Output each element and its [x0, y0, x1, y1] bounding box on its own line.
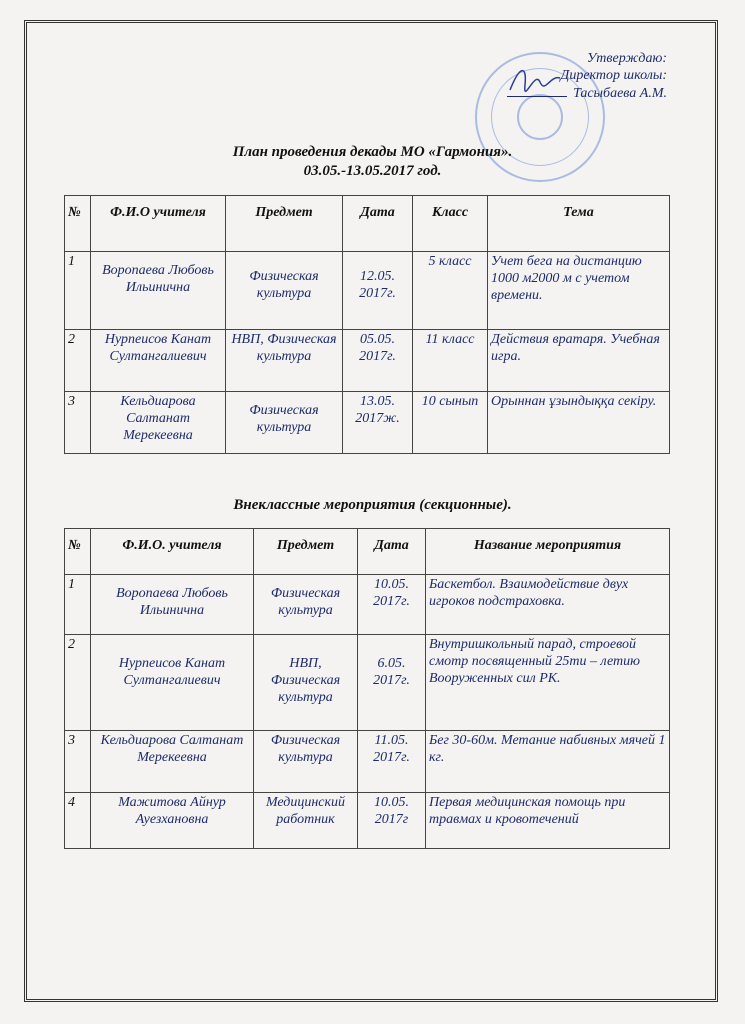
table-row: [65, 252, 670, 330]
topic: Орыннан ұзындыққа секіру.: [488, 392, 670, 454]
teacher-name: Воропаева Любовь Ильинична: [91, 252, 226, 330]
table-header-row: [65, 529, 670, 575]
table-row: [65, 575, 670, 635]
date: 11.05. 2017г.: [358, 731, 426, 793]
subject: Физическая культура: [226, 392, 343, 454]
date: 13.05. 2017ж.: [343, 392, 413, 454]
subject: Физическая культура: [226, 252, 343, 330]
table-row: [65, 731, 670, 793]
date: 10.05. 2017г.: [358, 575, 426, 635]
subject: Физическая культура: [254, 731, 358, 793]
subject: НВП, Физическая культура: [226, 330, 343, 392]
header-date: Дата: [343, 196, 413, 252]
decade-plan-table: [64, 195, 670, 454]
document-title-line2: 03.05.-13.05.2017 год.: [303, 163, 442, 179]
row-number: 3: [65, 731, 91, 793]
row-number: 1: [65, 575, 91, 635]
header-number: №: [65, 196, 91, 252]
subject: Физическая культура: [254, 575, 358, 635]
header-event-name: Название мероприятия: [426, 529, 670, 575]
topic: Действия вратаря. Учебная игра.: [488, 330, 670, 392]
class: 5 класс: [413, 252, 488, 330]
table-row: [65, 330, 670, 392]
row-number: 3: [65, 392, 91, 454]
header-teacher: Ф.И.О. учителя: [91, 529, 254, 575]
class: 11 класс: [413, 330, 488, 392]
approval-position: Директор школы:: [560, 68, 667, 83]
table-row: [65, 635, 670, 731]
row-number: 1: [65, 252, 91, 330]
event-name: Баскетбол. Взаимодействие двух игроков подстраховка.: [426, 575, 670, 635]
table-header-row: [65, 196, 670, 252]
subject: Медицинский работник: [254, 793, 358, 849]
approval-name: Тасыбаева А.М.: [573, 86, 667, 101]
approval-signatory: [507, 84, 667, 102]
date: 6.05. 2017г.: [358, 635, 426, 731]
header-number: №: [65, 529, 91, 575]
document-title-line1: План проведения декады МО «Гармония».: [232, 144, 513, 160]
date: 05.05. 2017г.: [343, 330, 413, 392]
header-subject: Предмет: [254, 529, 358, 575]
header-subject: Предмет: [226, 196, 343, 252]
header-teacher: Ф.И.О учителя: [91, 196, 226, 252]
teacher-name: Мажитова Айнур Ауезхановна: [91, 793, 254, 849]
document-title: [0, 143, 745, 181]
subject: НВП, Физическая культура: [254, 635, 358, 731]
class: 10 сынып: [413, 392, 488, 454]
table-row: [65, 392, 670, 454]
row-number: 4: [65, 793, 91, 849]
teacher-name: Кельдиарова Салтанат Мерекеевна: [91, 731, 254, 793]
section-title: Внеклассные мероприятия (секционные).: [233, 497, 512, 513]
header-date: Дата: [358, 529, 426, 575]
row-number: 2: [65, 635, 91, 731]
signature-line: [507, 84, 567, 97]
event-name: Внутришкольный парад, строевой смотр посвященный 25ти – летию Вооруженных сил РК.: [426, 635, 670, 731]
date: 12.05. 2017г.: [343, 252, 413, 330]
teacher-name: Нурпеисов Канат Султангалиевич: [91, 330, 226, 392]
row-number: 2: [65, 330, 91, 392]
teacher-name: Воропаева Любовь Ильинична: [91, 575, 254, 635]
event-name: Первая медицинская помощь при травмах и кровотечений: [426, 793, 670, 849]
extracurricular-table: [64, 528, 670, 849]
date: 10.05. 2017г: [358, 793, 426, 849]
header-class: Класс: [413, 196, 488, 252]
teacher-name: Нурпеисов Канат Султангалиевич: [91, 635, 254, 731]
table-row: [65, 793, 670, 849]
teacher-name: Кельдиарова Салтанат Мерекеевна: [91, 392, 226, 454]
header-topic: Тема: [488, 196, 670, 252]
topic: Учет бега на дистанцию 1000 м2000 м с учетом времени.: [488, 252, 670, 330]
approval-label: Утверждаю:: [586, 51, 667, 66]
approval-block: [507, 50, 667, 102]
event-name: Бег 30-60м. Метание набивных мячей 1 кг.: [426, 731, 670, 793]
